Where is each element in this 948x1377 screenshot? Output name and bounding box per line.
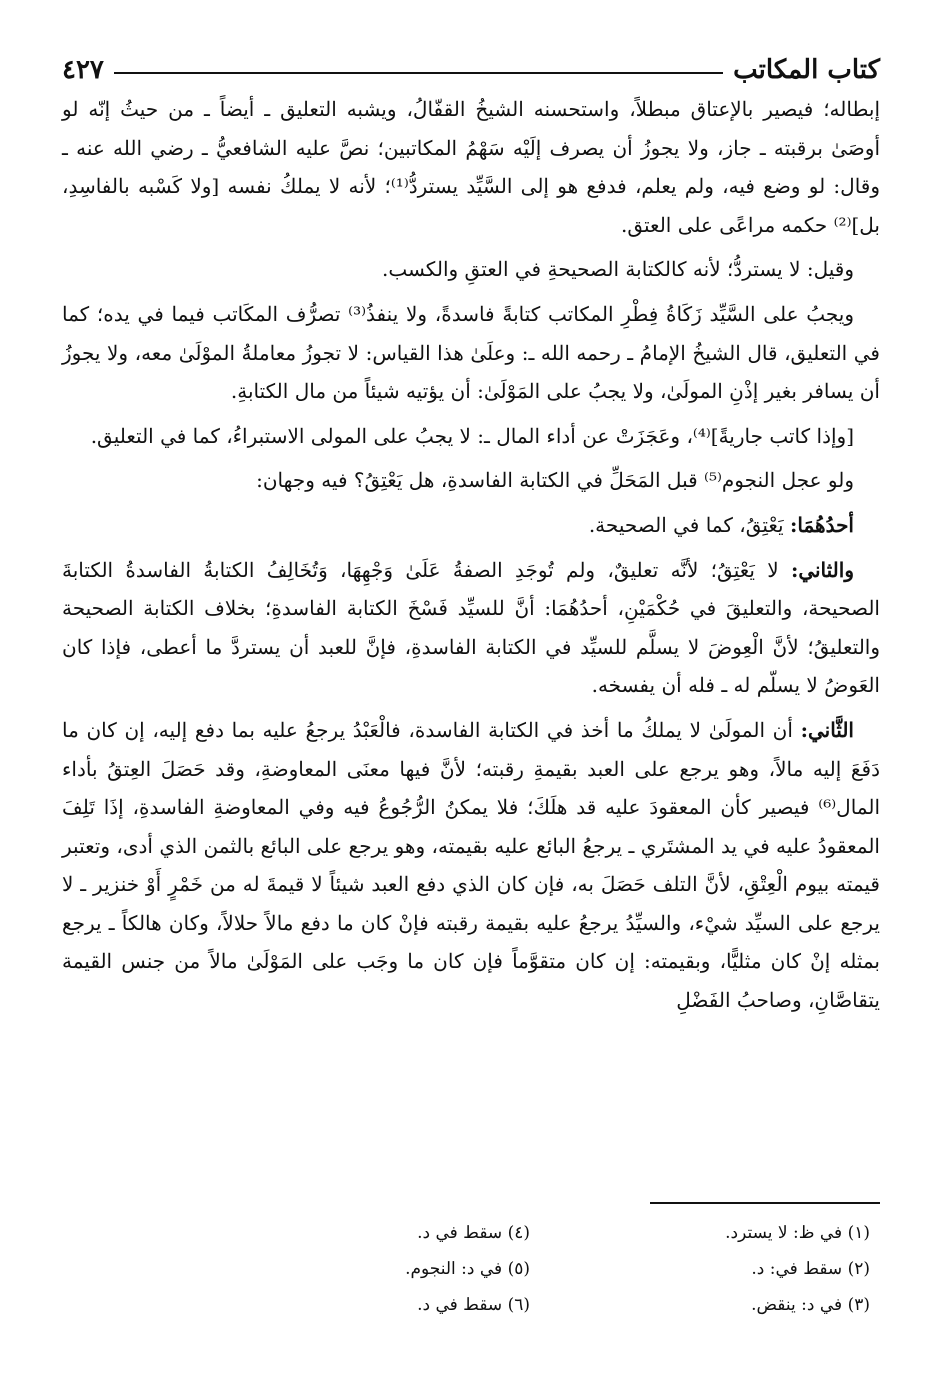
paragraph [62,551,880,705]
paragraph-text: إبطاله؛ فيصير بالإعتاق مبطلاً، واستحسنه الشيخُ القفّالُ، ويشبه التعليق ـ أيضاً ـ من حيثُ إنّه لو أوصَىٰ برقبته ـ جاز، ولا يجوزُ أن يصرف إلَيْه سَهْمُ المكاتبين؛ نصَّ عليه الشافعيُّ ـ رضي الله عنه ـ وقال: لو وضع فيه، ولم يعلم، فدفع هو إلى السَّيِّد يستردُّ⁽¹⁾؛ لأنه لا يملكُ نفسه [ولا كَسْبه بالفاسِدِ، بل]⁽²⁾ حكمه مراعًى على العتق. [62,97,881,237]
footnotes [62,1215,880,1323]
header-rule [114,72,723,74]
page-header [62,40,880,86]
footnote-rule [650,1202,880,1204]
page [62,40,880,1377]
paragraph-text: لا يَعْتِقُ؛ لأنَّه تعليقٌ، ولم تُوجَدِ الصفةُ عَلَىٰ وَجْهِهَا، وَتُخَالِفُ الكتابةُ الفاسدةُ الكتابةَ الصحيحة، والتعليقَ في حُكْمَيْنِ، أحدُهُمَا: أنَّ للسيِّد فَسْخَ الكتابة الفاسدةِ؛ بخلاف الكتابة الصحيحة والتعليقُ؛ لأنَّ الْعِوضَ لا يسلَّم للسيِّد في الكتابة الفاسدةِ، فإنَّ للعبد أن يستردَّ ما أعطى، فإذا كان العَوضُ لا يسلّم له ـ فله أن يفسخه. [62,557,880,698]
body-text [62,90,880,1020]
footnote: (٢) سقط في: د. [751,1259,870,1279]
paragraph-text: [وإذا كاتب جاريةً]⁽⁴⁾، وعَجَزَتْ عن أداء المال ـ: لا يجبُ على المولى الاستبراءُ، كما في التعليق. [90,423,854,448]
paragraph [62,461,880,500]
paragraph [62,90,880,244]
footnote: (٤) سقط في د. [417,1223,530,1243]
page-number: ٤٢٧ [62,54,104,85]
paragraph [62,506,880,545]
book-title: كتاب المكاتب [733,54,880,85]
footnote: (٣) في د: ينقض. [751,1295,870,1315]
footnote: (٦) سقط في د. [417,1295,530,1315]
paragraph-lead: الثَّاني: [800,717,854,742]
paragraph-text: أن المولَىٰ لا يملكُ ما أخذ في الكتابة الفاسدة، فالْعَبْدُ يرجعُ عليه بما دفع إليه، إن كان ما دَفَعَ إليه مالاً، وهو يرجع على العبد بقيمةِ رقبته؛ لأنَّ فيها معنَى المعاوضةِ، وقد حَصَلَ العِتقُ بأداء المال⁽⁶⁾ فيصير كأن المعقودَ عليه قد هلَكَ؛ فلا يمكنُ الرُّجُوعُ فيه وفي المعاوضةِ الفاسدةِ، إذَا تَلِفَ المعقودُ عليه في يد المشتَري ـ يرجعُ البائع عليه بقيمته، وهو يرجع على البائع بالثمن الذي أدى، وتعتبر قيمته بيوم الْعِتْقِ، لأنَّ التلف حَصَلَ به، فإن كان الذي دفع العبد شيئاً لا قيمةَ له من خَمْرٍ أَوْ خنزير ـ لا يرجع على السيِّد شيْء، والسيِّدُ يرجعُ عليه بقيمة رقبته فإنْ كان ما دفع مالاً حلالاً، وكان هالكاً ـ يرجع بمثله إنْ كان مثليًّا، وبقيمته: إن كان متقوَّماً فإن كان ما وجَب على المَوْلَىٰ مالاً من جنس القيمة يتقاصَّانِ، وصاحبُ الفَضْلِ [62,717,880,1013]
paragraph-text: وقيل: لا يستردُّ؛ لأنه كالكتابة الصحيحةِ في العتقِ والكسب. [381,257,854,282]
paragraph-text: يَعْتِقُ، كما في الصحيحة. [588,512,790,537]
paragraph-text: ولو عجل النجوم⁽⁵⁾ قبل المَحَلِّ في الكتابة الفاسدةِ، هل يَعْتِقُ؟ فيه وجهان: [256,468,854,493]
paragraph [62,250,880,289]
paragraph [62,711,880,1020]
paragraph [62,295,880,411]
paragraph-text: ويجبُ على السَّيِّد زَكَاةُ فِطْرِ المكاتب كتابةً فاسدةً، ولا ينفذُ⁽³⁾ تصرُّف المكَاتب فيما في يده؛ كما في التعليق، قال الشيخُ الإمامُ ـ رحمه الله ـ: وعلَىٰ هذا القياس: لا تجوزُ معاملةُ الموْلَىٰ معه، ولا يجوزُ أن يسافر بغير إذْنِ المولَىٰ، ولا يجبُ على المَوْلَىٰ: أن يؤتيه شيئاً من مال الكتابةِ. [62,301,880,404]
footnotes-right-column [540,1215,880,1323]
footnote: (٥) في د: النجوم. [405,1259,530,1279]
paragraph [62,417,880,456]
paragraph-lead: والثاني: [790,557,854,582]
paragraph-lead: أحدُهُمَا: [789,512,854,537]
footnotes-left-column [200,1215,540,1323]
footnote: (١) في ظ: لا يسترد. [725,1223,870,1243]
